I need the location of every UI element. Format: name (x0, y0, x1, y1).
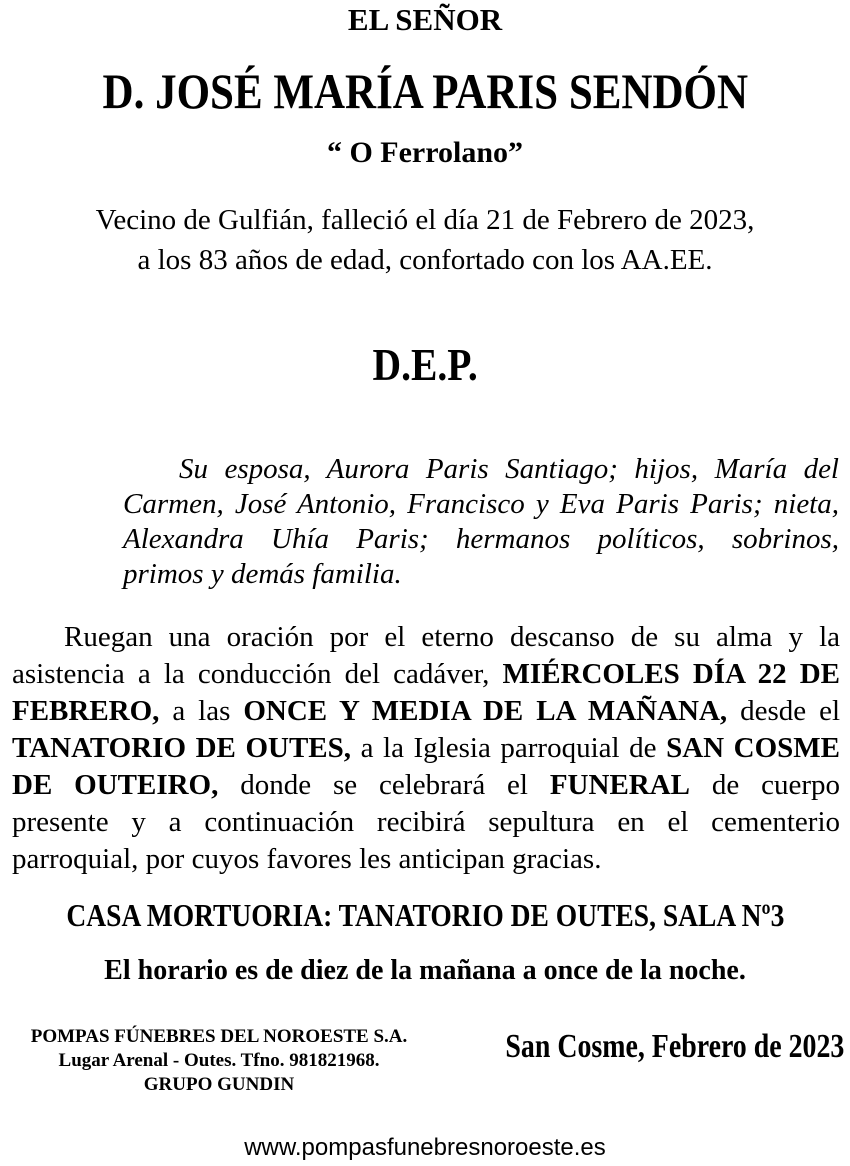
death-notice-line-1: Vecino de Gulfián, falleció el día 21 de Febrero de 2023, (95, 204, 755, 236)
nickname: “ O Ferrolano” (326, 136, 524, 169)
prayer-date: MIÉRCOLES DÍA 22 DE (502, 658, 840, 690)
prayer-text: de cuerpo (690, 769, 840, 801)
prayer-text: a la Iglesia parroquial de (351, 732, 667, 764)
prayer-line (12, 767, 840, 804)
death-notice (0, 200, 850, 280)
dep-text: D.E.P. (372, 339, 478, 390)
prayer-tanatorio: TANATORIO DE OUTES, (12, 732, 352, 764)
prayer-line (12, 730, 840, 767)
casa-mortuoria (0, 897, 850, 934)
family-line: primos y demás familia. (123, 558, 402, 590)
prayer-text: asistencia a la conducción del cadáver, (12, 658, 503, 690)
deceased-name (0, 62, 850, 120)
prayer-text: desde el (727, 695, 840, 727)
death-notice-line-2: a los 83 años de edad, confortado con los AA.EE. (137, 244, 713, 276)
prayer-month: FEBRERO, (12, 695, 160, 727)
prayer-time: ONCE Y MEDIA DE LA MAÑANA, (243, 695, 728, 727)
prayer-line (12, 693, 840, 730)
prayer-text: presente y a continuación recibirá sepultura en el cementerio (12, 806, 840, 838)
prayer-church: SAN COSME (666, 732, 840, 764)
prayer-church-cont: DE OUTEIRO, (12, 769, 219, 801)
family-line: Carmen, José Antonio, Francisco y Eva Paris Paris; nieta, (123, 488, 839, 520)
company-address: Lugar Arenal - Outes. Tfno. 981821968. (58, 1050, 380, 1071)
deceased-name-text: D. JOSÉ MARÍA PARIS SENDÓN (102, 63, 748, 119)
company-group: GRUPO GUNDIN (143, 1074, 295, 1095)
prayer-line (12, 619, 840, 656)
casa-mortuoria-text: CASA MORTUORIA: TANATORIO DE OUTES, SALA Nº3 (66, 897, 784, 933)
family-paragraph (123, 452, 839, 592)
visiting-hours: El horario es de diez de la mañana a once de la noche. (104, 955, 746, 986)
place-date (431, 1028, 844, 1066)
prayer-text: parroquial, por cuyos favores les anticipan gracias. (12, 843, 602, 875)
company-name: POMPAS FÚNEBRES DEL NOROESTE S.A. (30, 1026, 408, 1047)
website-link[interactable]: www.pompasfunebresnoroeste.es (244, 1134, 606, 1161)
prayer-text: donde se celebrará el (218, 769, 550, 801)
family-line: Su esposa, Aurora Paris Santiago; hijos, María del (179, 453, 839, 485)
prayer-paragraph (12, 619, 840, 878)
prayer-line (12, 804, 840, 841)
place-date-text: San Cosme, Febrero de 2023 (505, 1028, 844, 1065)
header-label: EL SEÑOR (347, 2, 503, 37)
dep-heading (0, 338, 850, 391)
funeral-company (4, 1025, 434, 1097)
family-line: Alexandra Uhía Paris; hermanos políticos, sobrinos, (123, 523, 839, 555)
prayer-text: a las (159, 695, 244, 727)
prayer-line (12, 656, 840, 693)
prayer-text: Ruegan una oración por el eterno descanso de su alma y la (64, 621, 840, 653)
prayer-line (12, 841, 840, 878)
prayer-funeral: FUNERAL (549, 769, 691, 801)
